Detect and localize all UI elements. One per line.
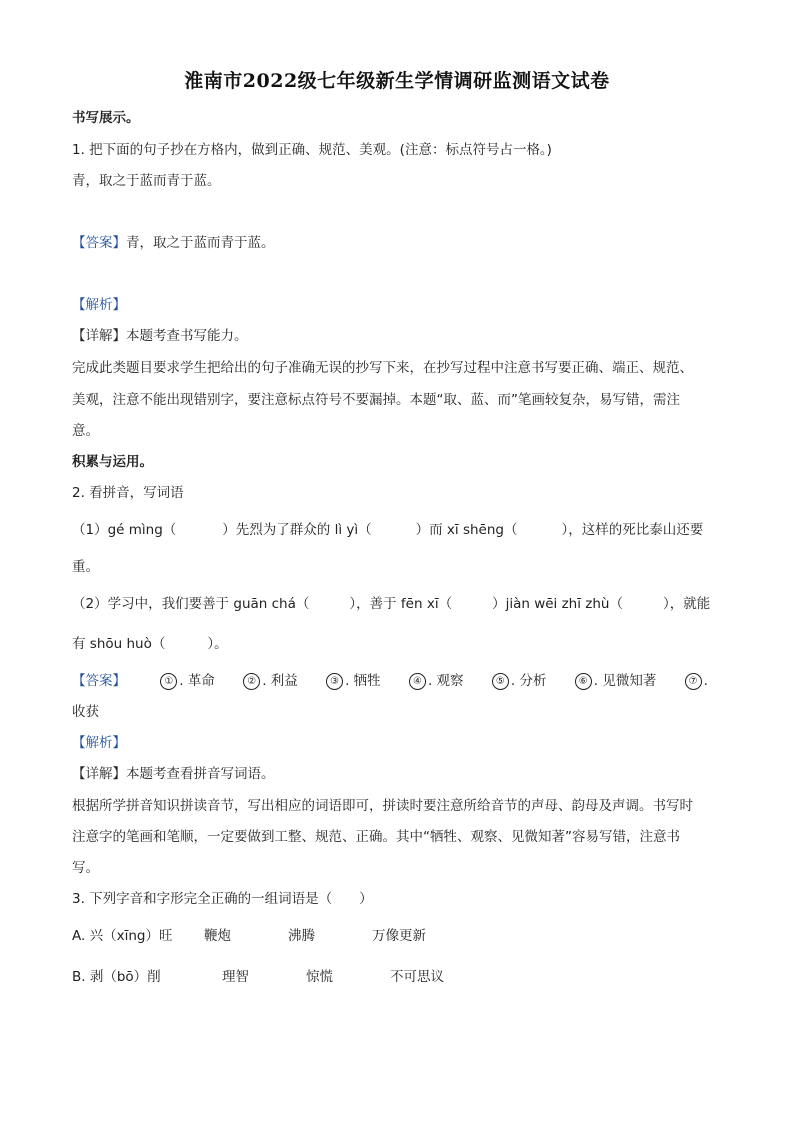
q1-answer [72, 233, 275, 253]
answer-item [160, 671, 215, 691]
q2-answer [72, 671, 708, 691]
option-word: 理智 [222, 969, 249, 985]
q2-line-1 [72, 520, 703, 540]
answer-item [243, 671, 298, 691]
q3-option-a [72, 926, 426, 946]
answer-number: ① [160, 673, 177, 690]
q2-fragment: 有 shōu huò（ [72, 636, 166, 652]
q1-detail-line: 美观，注意不能出现错别字，要注意标点符号不要漏掉。本题“取、蓝、而”笔画较复杂，易写错，需注 [72, 392, 680, 408]
option-label: A. 兴（xīng）旺 [72, 928, 173, 944]
answer-number: ③ [326, 673, 343, 690]
answer-item [409, 671, 464, 691]
q3-option-b [72, 967, 444, 987]
answer-item [492, 671, 547, 691]
q2-fragment: （1）gé mìng（ [72, 522, 177, 538]
answer-item [326, 671, 381, 691]
q1-analysis-tag: 【解析】 [72, 297, 126, 313]
option-word: 不可思议 [390, 969, 444, 985]
detail-tag: 【详解】 [72, 328, 126, 344]
q2-detail-line: 注意字的笔画和笔顺，一定要做到工整、规范、正确。其中“牺牲、观察、见微知著”容易写错，注意书 [72, 829, 680, 845]
q1-detail [72, 326, 248, 346]
option-label: B. 剥（bō）削 [72, 969, 161, 985]
q2-fragment: ），善于 fēn xī（ [349, 596, 453, 612]
section-heading-writing: 书写展示。 [72, 110, 140, 126]
q2-fragment: ）先烈为了群众的 lì yì（ [222, 522, 372, 538]
q2-detail [72, 764, 275, 784]
page-title: 淮南市2022级七年级新生学情调研监测语文试卷 [184, 70, 610, 92]
answer-number: ② [243, 673, 260, 690]
option-word: 鞭炮 [204, 928, 231, 944]
answer-word: . 牺牲 [345, 673, 381, 689]
q2-fragment: （2）学习中，我们要善于 guān chá（ [72, 596, 310, 612]
answer-word: . [703, 673, 708, 689]
answer-word: . 革命 [179, 673, 215, 689]
q2-detail-line: 写。 [72, 860, 99, 876]
answer-word: . 观察 [427, 673, 464, 689]
q1-detail-line: 意。 [72, 423, 99, 439]
q1-detail-line: 完成此类题目要求学生把给出的句子准确无误的抄写下来，在抄写过程中注意书写要正确、端正、规范、 [72, 360, 693, 376]
q2-analysis-tag: 【解析】 [72, 735, 126, 751]
answer-tag: 【答案】 [72, 673, 126, 689]
q2-answer-cont: 收获 [72, 704, 99, 720]
q3-prompt: 3. 下列字音和字形完全正确的一组词语是（ ） [72, 891, 373, 907]
q2-fragment: ）而 xī shēng（ [415, 522, 518, 538]
q2-detail-line: 根据所学拼音知识拼读音节，写出相应的词语即可，拼读时要注意所给音节的声母、韵母及声调。书写时 [72, 798, 693, 814]
answer-word: . 见微知著 [593, 673, 657, 689]
answer-tag: 【答案】 [72, 235, 126, 251]
q2-fragment: ）jiàn wēi zhī zhù（ [492, 596, 623, 612]
q2-fragment: ）。 [207, 636, 228, 652]
answer-number: ⑥ [575, 673, 592, 690]
answer-item [685, 671, 708, 691]
section-heading-accumulation: 积累与运用。 [72, 454, 153, 470]
answer-text: 青，取之于蓝而青于蓝。 [126, 235, 275, 251]
answer-word: . 利益 [262, 673, 298, 689]
q2-line-1-cont: 重。 [72, 559, 99, 575]
detail-intro: 本题考查看拼音写词语。 [126, 766, 275, 782]
answer-number: ⑦ [685, 673, 702, 690]
option-word: 惊慌 [306, 969, 333, 985]
q1-prompt: 1. 把下面的句子抄在方格内，做到正确、规范、美观。(注意：标点符号占一格。) [72, 142, 552, 158]
q2-line-2 [72, 594, 710, 614]
q2-prompt: 2. 看拼音，写词语 [72, 485, 184, 501]
detail-tag: 【详解】 [72, 766, 126, 782]
option-word: 万像更新 [372, 928, 426, 944]
answer-number: ⑤ [492, 673, 509, 690]
detail-intro: 本题考查书写能力。 [126, 328, 248, 344]
q2-line-2-cont [72, 634, 228, 654]
q1-sentence: 青，取之于蓝而青于蓝。 [72, 173, 221, 189]
answer-item [575, 671, 657, 691]
option-word: 沸腾 [288, 928, 315, 944]
answer-number: ④ [409, 673, 426, 690]
q2-fragment: ），就能 [662, 596, 711, 612]
answer-word: . 分析 [510, 673, 547, 689]
q2-fragment: ），这样的死比泰山还要 [561, 522, 704, 538]
